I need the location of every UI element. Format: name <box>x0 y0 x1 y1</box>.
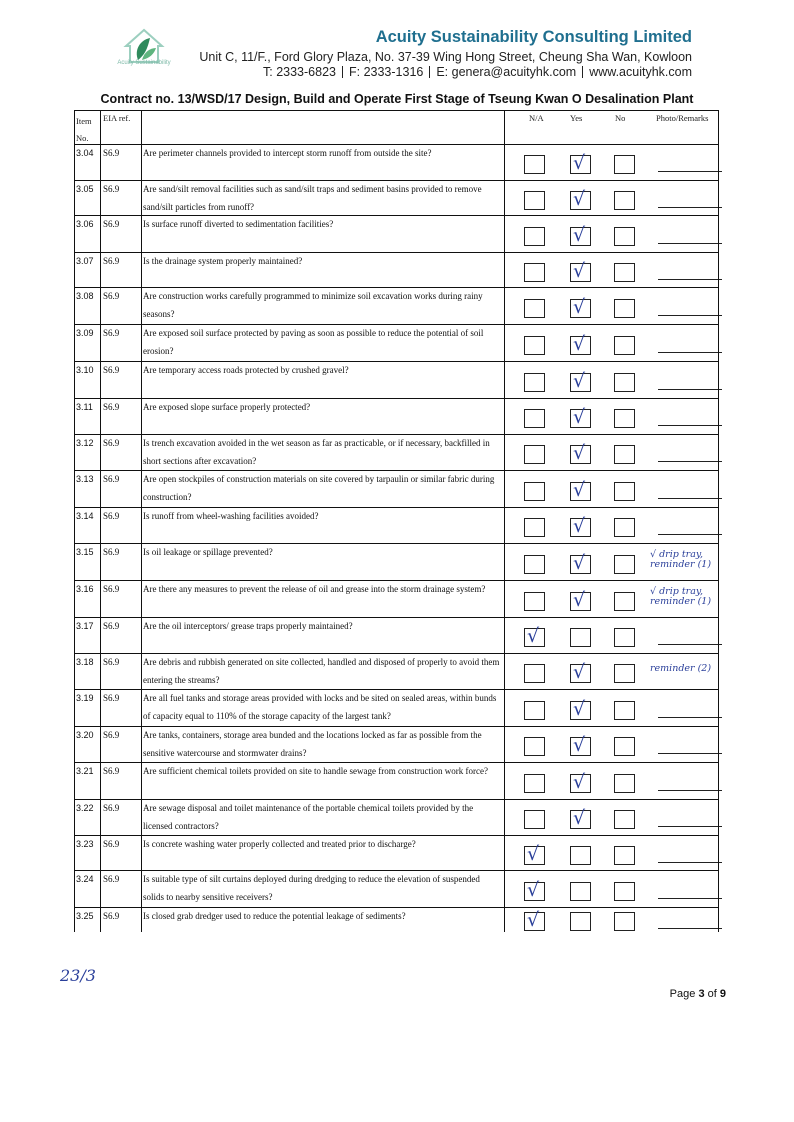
yes-checkbox[interactable] <box>570 846 591 865</box>
contract-title: Contract no. 13/WSD/17 Design, Build and Operate First Stage of Tseung Kwan O Desalination Plant <box>100 92 694 106</box>
checklist-question: Is concrete washing water properly collected and treated prior to discharge? <box>143 839 416 849</box>
no-checkbox[interactable] <box>614 336 635 355</box>
table-row <box>74 325 719 362</box>
na-checkbox[interactable] <box>524 409 545 428</box>
tick-mark-icon: √ <box>573 698 586 720</box>
no-checkbox[interactable] <box>614 299 635 318</box>
table-row <box>74 654 719 690</box>
item-number: 3.09 <box>76 328 94 338</box>
checklist-question: Are sewage disposal and toilet maintenance of the portable chemical toilets provided by the licensed contractors? <box>143 803 474 831</box>
table-row <box>74 471 719 508</box>
no-checkbox[interactable] <box>614 555 635 574</box>
table-row <box>74 181 719 216</box>
na-checkbox[interactable] <box>524 810 545 829</box>
remark-line <box>658 352 722 353</box>
remark-line <box>658 171 722 172</box>
eia-reference: S6.9 <box>103 474 120 484</box>
eia-reference: S6.9 <box>103 402 120 412</box>
company-logo-icon <box>112 26 176 82</box>
tick-mark-icon: √ <box>573 771 586 793</box>
remark-line <box>658 862 722 863</box>
na-checkbox[interactable] <box>524 227 545 246</box>
tick-mark-icon: √ <box>573 333 586 355</box>
header-remarks: Photo/Remarks <box>656 113 709 123</box>
eia-reference: S6.9 <box>103 511 120 521</box>
na-checkbox[interactable] <box>524 664 545 683</box>
item-number: 3.22 <box>76 803 94 813</box>
checklist-question: Are open stockpiles of construction materials on site covered by tarpaulin or similar fabric during construction? <box>143 474 495 502</box>
eia-reference: S6.9 <box>103 584 120 594</box>
eia-reference: S6.9 <box>103 219 120 229</box>
remark-line <box>658 243 722 244</box>
header-item-no: Item No. <box>76 116 92 143</box>
table-row <box>74 581 719 618</box>
website: www.acuityhk.com <box>589 65 692 79</box>
table-row <box>74 871 719 908</box>
eia-reference: S6.9 <box>103 766 120 776</box>
column-divider <box>141 110 142 932</box>
tick-mark-icon: √ <box>573 370 586 392</box>
checklist-question: Are tanks, containers, storage area bunded and the locations locked as far as possible from the sensitive watercourse and stormwater drains? <box>143 730 482 758</box>
item-number: 3.25 <box>76 911 94 921</box>
eia-reference: S6.9 <box>103 730 120 740</box>
table-row <box>74 288 719 325</box>
tick-mark-icon: √ <box>573 442 586 464</box>
logo-text: Acuity Sustainability <box>117 60 171 66</box>
company-name: Acuity Sustainability Consulting Limited <box>375 28 692 46</box>
email: E: genera@acuityhk.com <box>436 65 577 79</box>
checklist-question: Are exposed soil surface protected by paving as soon as possible to reduce the potential of soil erosion? <box>143 328 484 356</box>
handwritten-remark: reminder (2) <box>650 663 712 674</box>
page-number <box>670 988 726 1000</box>
header-eia-ref: EIA ref. <box>103 113 131 123</box>
remark-line <box>658 389 722 390</box>
company-address: Unit C, 11/F., Ford Glory Plaza, No. 37-39 Wing Hong Street, Cheung Sha Wan, Kowloon <box>199 50 692 64</box>
separator <box>342 66 343 78</box>
item-number: 3.21 <box>76 766 94 776</box>
checklist-question: Is runoff from wheel-washing facilities avoided? <box>143 511 319 521</box>
company-contact <box>263 65 692 79</box>
tick-mark-icon: √ <box>573 661 586 683</box>
eia-reference: S6.9 <box>103 547 120 557</box>
table-row <box>74 836 719 871</box>
tick-mark-icon: √ <box>573 479 586 501</box>
checklist-question: Are exposed slope surface properly protected? <box>143 402 311 412</box>
eia-reference: S6.9 <box>103 657 120 667</box>
eia-reference: S6.9 <box>103 438 120 448</box>
fax: F: 2333-1316 <box>348 65 424 79</box>
table-row <box>74 908 719 932</box>
table-row <box>74 216 719 253</box>
remark-line <box>658 534 722 535</box>
no-checkbox[interactable] <box>614 882 635 901</box>
tick-mark-icon: √ <box>573 807 586 829</box>
table-row <box>74 544 719 581</box>
na-checkbox[interactable] <box>524 774 545 793</box>
checklist-question: Are debris and rubbish generated on site collected, handled and disposed of properly to avoid them entering the streams? <box>143 657 500 685</box>
checklist-question: Are temporary access roads protected by crushed gravel? <box>143 365 349 375</box>
no-checkbox[interactable] <box>614 373 635 392</box>
header-no: No <box>615 113 626 123</box>
remark-line <box>658 498 722 499</box>
na-checkbox[interactable] <box>524 263 545 282</box>
eia-reference: S6.9 <box>103 148 120 158</box>
column-divider <box>100 110 101 932</box>
na-checkbox[interactable] <box>524 518 545 537</box>
item-number: 3.19 <box>76 693 94 703</box>
tick-mark-icon: √ <box>573 406 586 428</box>
item-number: 3.10 <box>76 365 94 375</box>
checklist-table <box>74 110 719 932</box>
tick-mark-icon: √ <box>573 552 586 574</box>
no-checkbox[interactable] <box>614 191 635 210</box>
checklist-question: Are the oil interceptors/ grease traps properly maintained? <box>143 621 353 631</box>
yes-checkbox[interactable] <box>570 628 591 647</box>
tick-mark-icon: √ <box>573 589 586 611</box>
item-number: 3.11 <box>76 402 93 412</box>
item-number: 3.05 <box>76 184 94 194</box>
table-border-right <box>718 110 719 932</box>
table-row <box>74 508 719 544</box>
na-checkbox[interactable] <box>524 737 545 756</box>
table-row <box>74 618 719 654</box>
column-divider <box>504 110 505 932</box>
checklist-question: Is suitable type of silt curtains deployed during dredging to reduce the elevation of suspended solids to nearby sensitive receivers? <box>143 874 480 902</box>
eia-reference: S6.9 <box>103 803 120 813</box>
yes-checkbox[interactable] <box>570 882 591 901</box>
eia-reference: S6.9 <box>103 365 120 375</box>
tick-mark-icon: √ <box>573 260 586 282</box>
table-row <box>74 435 719 471</box>
header-na: N/A <box>529 113 544 123</box>
na-checkbox[interactable] <box>524 592 545 611</box>
na-checkbox[interactable] <box>524 373 545 392</box>
checklist-question: Are construction works carefully programmed to minimize soil excavation works during rainy seasons? <box>143 291 483 319</box>
item-number: 3.23 <box>76 839 94 849</box>
eia-reference: S6.9 <box>103 291 120 301</box>
na-checkbox[interactable] <box>524 445 545 464</box>
no-checkbox[interactable] <box>614 155 635 174</box>
remark-line <box>658 753 722 754</box>
na-checkbox[interactable] <box>524 299 545 318</box>
no-checkbox[interactable] <box>614 592 635 611</box>
handwritten-remark: √ drip tray, reminder (1) <box>650 549 712 570</box>
item-number: 3.07 <box>76 256 94 266</box>
eia-reference: S6.9 <box>103 621 120 631</box>
no-checkbox[interactable] <box>614 701 635 720</box>
tick-mark-icon: √ <box>527 909 540 931</box>
remark-line <box>658 898 722 899</box>
tick-mark-icon: √ <box>573 152 586 174</box>
item-number: 3.08 <box>76 291 94 301</box>
remark-line <box>658 826 722 827</box>
table-row <box>74 253 719 288</box>
eia-reference: S6.9 <box>103 911 120 921</box>
table-border-left <box>74 110 75 932</box>
item-number: 3.24 <box>76 874 94 884</box>
no-checkbox[interactable] <box>614 810 635 829</box>
table-row <box>74 145 719 181</box>
item-number: 3.12 <box>76 438 94 448</box>
eia-reference: S6.9 <box>103 256 120 266</box>
remark-line <box>658 207 722 208</box>
item-number: 3.14 <box>76 511 94 521</box>
eia-reference: S6.9 <box>103 328 120 338</box>
eia-reference: S6.9 <box>103 874 120 884</box>
checklist-question: Are sufficient chemical toilets provided on site to handle sewage from construction work force? <box>143 766 488 776</box>
item-number: 3.20 <box>76 730 94 740</box>
na-checkbox[interactable] <box>524 336 545 355</box>
remark-line <box>658 461 722 462</box>
table-row <box>74 362 719 399</box>
item-number: 3.04 <box>76 148 94 158</box>
tick-mark-icon: √ <box>527 843 540 865</box>
remark-line <box>658 790 722 791</box>
checklist-question: Are perimeter channels provided to intercept storm runoff from outside the site? <box>143 148 432 158</box>
page-total: 9 <box>719 988 726 1000</box>
tick-mark-icon: √ <box>573 296 586 318</box>
tick-mark-icon: √ <box>527 625 540 647</box>
table-row <box>74 800 719 836</box>
checklist-question: Are there any measures to prevent the release of oil and grease into the storm drainage system? <box>143 584 486 594</box>
no-checkbox[interactable] <box>614 664 635 683</box>
remark-line <box>658 644 722 645</box>
page-current: 3 <box>698 988 705 1000</box>
item-number: 3.13 <box>76 474 94 484</box>
header-yes: Yes <box>570 113 583 123</box>
item-number: 3.18 <box>76 657 94 667</box>
table-row <box>74 727 719 763</box>
no-checkbox[interactable] <box>614 846 635 865</box>
item-number: 3.17 <box>76 621 94 631</box>
checklist-question: Is the drainage system properly maintained? <box>143 256 303 266</box>
item-number: 3.06 <box>76 219 94 229</box>
checklist-question: Is trench excavation avoided in the wet season as far as practicable, or if necessary, backfilled in short sections after excavation? <box>143 438 490 466</box>
no-checkbox[interactable] <box>614 628 635 647</box>
table-row <box>74 399 719 435</box>
remark-line <box>658 928 722 929</box>
telephone: T: 2333-6823 <box>263 65 336 79</box>
tick-mark-icon: √ <box>573 188 586 210</box>
remark-line <box>658 279 722 280</box>
handwritten-date: 23/3 <box>60 966 96 985</box>
separator <box>582 66 583 78</box>
checklist-question: Is closed grab dredger used to reduce the potential leakage of sediments? <box>143 911 406 921</box>
no-checkbox[interactable] <box>614 518 635 537</box>
no-checkbox[interactable] <box>614 737 635 756</box>
table-row <box>74 690 719 727</box>
table-row <box>74 763 719 800</box>
no-checkbox[interactable] <box>614 774 635 793</box>
remark-line <box>658 315 722 316</box>
remark-line <box>658 717 722 718</box>
remark-line <box>658 425 722 426</box>
checklist-question: Is surface runoff diverted to sedimentation facilities? <box>143 219 334 229</box>
checklist-question: Are sand/silt removal facilities such as sand/silt traps and sediment basins provided to remove sand/silt particles from runoff? <box>143 184 482 212</box>
na-checkbox[interactable] <box>524 555 545 574</box>
eia-reference: S6.9 <box>103 839 120 849</box>
item-number: 3.16 <box>76 584 94 594</box>
item-number: 3.15 <box>76 547 94 557</box>
na-checkbox[interactable] <box>524 191 545 210</box>
tick-mark-icon: √ <box>573 734 586 756</box>
no-checkbox[interactable] <box>614 409 635 428</box>
page-prefix: Page <box>669 988 696 1000</box>
page-of: of <box>707 988 717 1000</box>
handwritten-remark: √ drip tray, reminder (1) <box>650 586 712 607</box>
checklist-question: Are all fuel tanks and storage areas provided with locks and be sited on sealed areas, within bunds of capacity equal to 110% of the storage capacity of the largest tank? <box>143 693 497 721</box>
tick-mark-icon: √ <box>527 879 540 901</box>
tick-mark-icon: √ <box>573 515 586 537</box>
yes-checkbox[interactable] <box>570 912 591 931</box>
tick-mark-icon: √ <box>573 224 586 246</box>
eia-reference: S6.9 <box>103 184 120 194</box>
checklist-question: Is oil leakage or spillage prevented? <box>143 547 273 557</box>
na-checkbox[interactable] <box>524 155 545 174</box>
no-checkbox[interactable] <box>614 912 635 931</box>
na-checkbox[interactable] <box>524 701 545 720</box>
eia-reference: S6.9 <box>103 693 120 703</box>
na-checkbox[interactable] <box>524 482 545 501</box>
table-header <box>74 110 719 145</box>
no-checkbox[interactable] <box>614 227 635 246</box>
separator <box>429 66 430 78</box>
no-checkbox[interactable] <box>614 445 635 464</box>
no-checkbox[interactable] <box>614 263 635 282</box>
no-checkbox[interactable] <box>614 482 635 501</box>
